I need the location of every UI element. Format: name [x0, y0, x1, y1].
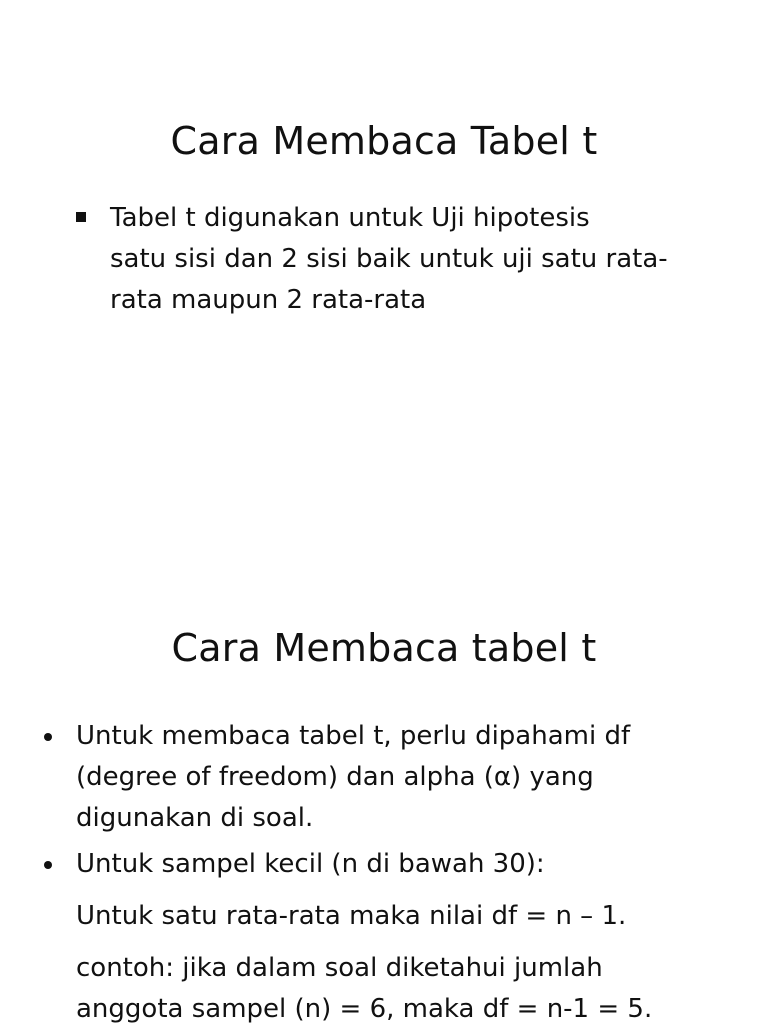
slide-1-title: Cara Membaca Tabel t — [170, 119, 598, 163]
indented-paragraph: Untuk satu rata-rata maka nilai df = n – 1. — [76, 901, 627, 931]
round-bullet-icon — [44, 861, 52, 869]
slide-1-bullet-text: Tabel t digunakan untuk Uji hipotesis satu sisi dan 2 sisi baik untuk uji satu rata- rata maupun 2 rata-rata — [110, 203, 668, 315]
bullet-text: Untuk sampel kecil (n di bawah 30): — [76, 849, 545, 879]
square-bullet-icon — [76, 212, 86, 222]
slide-2-title: Cara Membaca tabel t — [171, 626, 597, 670]
bullet-text: Untuk membaca tabel t, perlu dipahami df (degree of freedom) dan alpha (α) yang digunakan di soal. — [76, 721, 631, 833]
slide-1 — [0, 0, 768, 512]
indented-paragraph: contoh: jika dalam soal diketahui jumlah anggota sampel (n) = 6, maka df = n-1 = 5. — [76, 953, 653, 1024]
round-bullet-icon — [44, 733, 52, 741]
slide-2 — [0, 512, 768, 1024]
